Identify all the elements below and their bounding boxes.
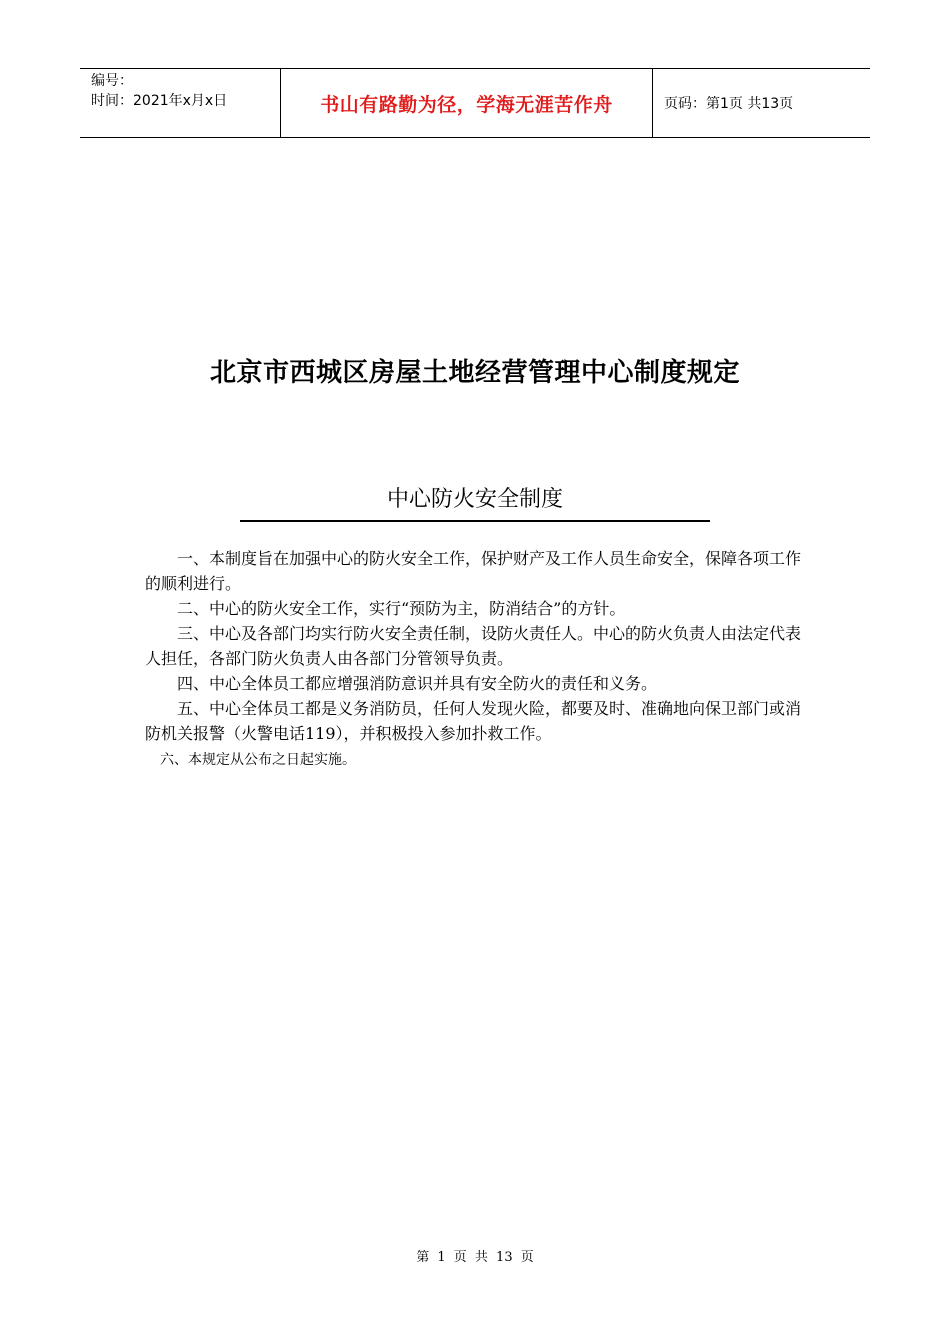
section-title-underline <box>240 520 710 522</box>
document-header <box>80 68 870 138</box>
paragraph-2: 二、中心的防火安全工作，实行“预防为主，防消结合”的方针。 <box>177 599 626 618</box>
header-meta <box>80 69 280 137</box>
document-number-label: 编号： <box>91 73 133 89</box>
header-page-info: 页码：第1页 共13页 <box>664 96 794 112</box>
paragraph-3: 三、中心及各部门均实行防火安全责任制，设防火责任人。中心的防火负责人由法定代表人担任，各部门防火负责人由各部门分管领导负责。 <box>145 624 802 668</box>
document-body <box>145 546 805 774</box>
document-title: 北京市西城区房屋土地经营管理中心制度规定 <box>209 358 740 388</box>
document-date-label: 时间：2021年x月x日 <box>91 93 228 109</box>
page-footer: 第 1 页 共 13 页 <box>416 1250 534 1265</box>
section-title: 中心防火安全制度 <box>386 487 563 512</box>
paragraph-4: 四、中心全体员工都应增强消防意识并具有安全防火的责任和义务。 <box>177 674 658 693</box>
header-motto: 书山有路勤为径，学海无涯苦作舟 <box>280 69 653 137</box>
paragraph-5: 五、中心全体员工都是义务消防员，任何人发现火险，都要及时、准确地向保卫部门或消防机关报警（火警电话119），并积极投入参加扑救工作。 <box>145 699 802 743</box>
paragraph-6: 六、本规定从公布之日起实施。 <box>160 752 356 768</box>
paragraph-1: 一、本制度旨在加强中心的防火安全工作，保护财产及工作人员生命安全，保障各项工作的顺利进行。 <box>145 549 802 593</box>
